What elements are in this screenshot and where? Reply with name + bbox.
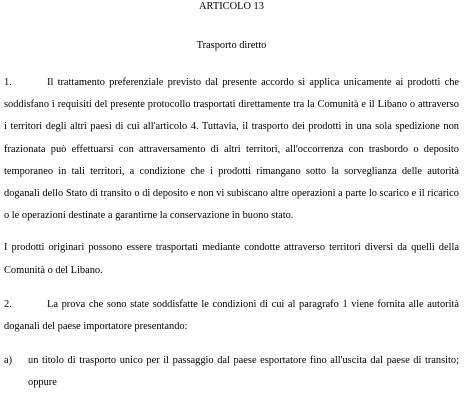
paragraph-2-text: La prova che sono state soddisfatte le condizioni di cui al paragrafo 1 viene fornita alle autorità doganali del paese importatore presentando: bbox=[4, 298, 459, 333]
document-page bbox=[4, 0, 459, 395]
article-title: ARTICOLO 13 bbox=[199, 1, 264, 12]
paragraph-1-text: Il trattamento preferenziale previsto dal presente accordo si applica unicamente ai prodotti che soddisfano i requisiti del presente protocollo trasportati direttamente tra la Comunità e il Libano o attraverso i territori degli altri paesi di cui all'articolo 4. Tuttavia, il trasporto dei prodotti in una sola spedizione non frazionata può effettuarsi con attraversamento di altri territori, all'occorrenza con trasbordo o deposito temporaneo in tali territori, a condizione che i prodotti rimangano sotto la sorveglianza delle autorità doganali dello Stato di transito o di deposito e non vi subiscano altre operazioni a parte lo scarico e il ricarico o le operazioni destinate a garantirne la conservazione in buono stato. bbox=[4, 77, 459, 222]
paragraph-number: 1. bbox=[4, 77, 12, 88]
article-subtitle: Trasporto diretto bbox=[196, 40, 267, 51]
list-item-text: un titolo di trasporto unico per il passaggio dal paese esportatore fino all'uscita dal paese di transito; oppure bbox=[28, 355, 459, 389]
paragraph-number: 2. bbox=[4, 298, 12, 310]
paragraph-1 bbox=[4, 72, 459, 227]
list-item-a bbox=[4, 350, 459, 394]
paragraph-pipelines: I prodotti originari possono essere trasportati mediante condotte attraverso territori diversi da quelli della Comunità o del Libano. bbox=[4, 242, 459, 276]
paragraph-2 bbox=[4, 294, 459, 338]
list-item-label: a) bbox=[4, 355, 13, 367]
